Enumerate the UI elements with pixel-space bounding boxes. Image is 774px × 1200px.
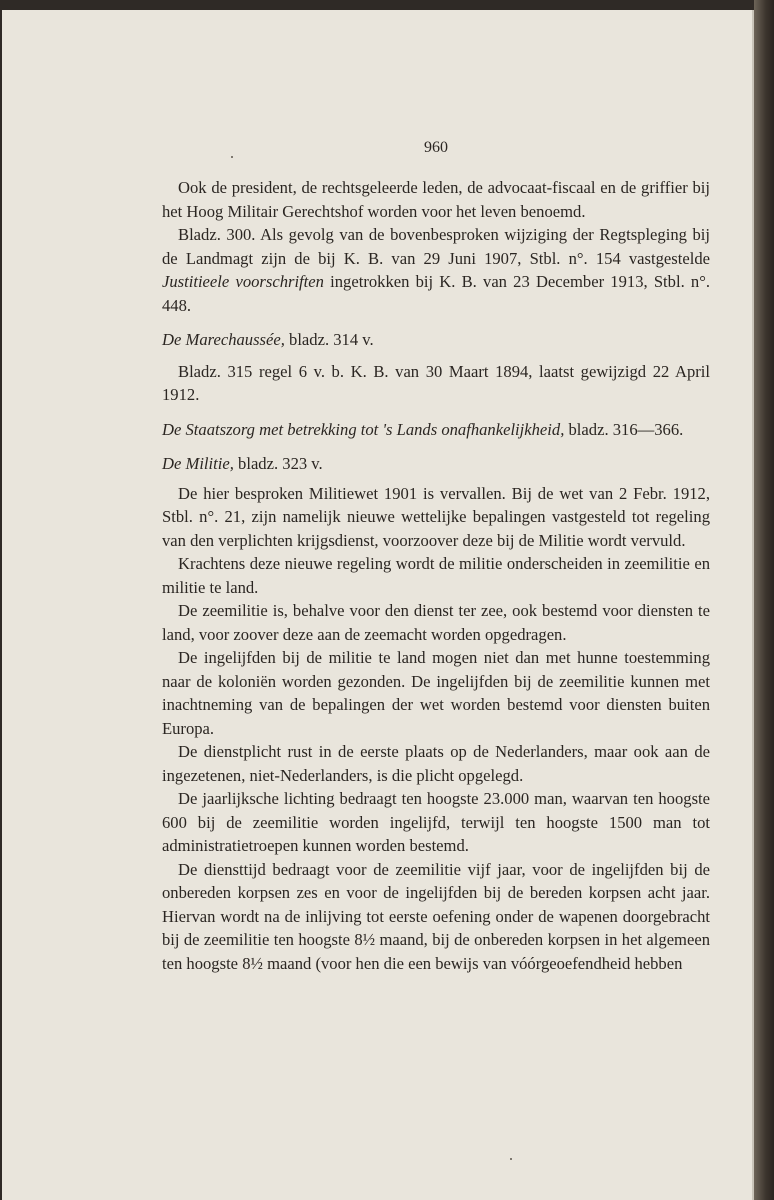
section-heading: De Militie, bladz. 323 v. (162, 454, 323, 473)
paragraph: Bladz. 315 regel 6 v. b. K. B. van 30 Maart 1894, laatst gewijzigd 22 April 1912. (162, 361, 710, 404)
speck (510, 1158, 512, 1160)
page-number: 960 (424, 139, 448, 156)
paragraph: Bladz. 300. Als gevolg van de bovenbesproken wijziging der Regtspleging bij de Landmagt zijn de bij K. B. van 29 Juni 1907, Stbl. n°. 154 vastgestelde Justitieele voorschriften ingetrokken bij K. B. van 23 December 1913, Stbl. n°. 448. (162, 225, 710, 315)
book-page (2, 10, 754, 1200)
paragraph: De jaarlijksche lichting bedraagt ten hoogste 23.000 man, waarvan ten hoogste 600 bij de zeemilitie worden ingelijfd, terwijl ten hoogste 1500 man tot administratietroepen kunnen worden bestemd. (162, 789, 710, 855)
paragraph: De hier besproken Militiewet 1901 is vervallen. Bij de wet van 2 Febr. 1912, Stbl. n°. 21, zijn namelijk nieuwe wettelijke bepalingen vastgesteld tot regeling van den verplichten krijgsdienst, voorzoover deze bij de Militie wordt vervuld. (162, 483, 710, 550)
section-heading: De Staatszorg met betrekking tot 's Lands onafhankelijkheid, bladz. 316—366. (162, 419, 684, 439)
book-spine-shadow (754, 0, 774, 1200)
speck (231, 156, 233, 158)
paragraph: De diensttijd bedraagt voor de zeemilitie vijf jaar, voor de ingelijfden bij de onbereden korpsen zes en voor de ingelijfden bij de bereden korpsen acht jaar. Hiervan wordt na de inlijving tot eerste oefening onder de wapenen doorgebracht bij de zeemilitie ten hoogste 8½ maand, bij de onbereden korpsen in het algemeen ten hoogste 8½ maand (voor hen die een bewijs van vóórgeoefendheid hebben (162, 859, 710, 973)
paragraph: De dienstplicht rust in de eerste plaats op de Nederlanders, maar ook aan de ingezetenen, niet-Nederlanders, is die plicht opgelegd. (162, 742, 710, 785)
page-body (162, 176, 710, 975)
section-heading: De Marechaussée, bladz. 314 v. (162, 330, 374, 349)
paragraph: De ingelijfden bij de militie te land mogen niet dan met hunne toestemming naar de koloniën worden gezonden. De ingelijfden bij de zeemilitie kunnen met inachtneming van de bepalingen der wet worden bestemd voor diensten buiten Europa. (162, 648, 710, 738)
paragraph: De zeemilitie is, behalve voor den dienst ter zee, ook bestemd voor diensten te land, voor zoover deze aan de zeemacht worden opgedragen. (162, 601, 710, 644)
paragraph: Krachtens deze nieuwe regeling wordt de militie onderscheiden in zeemilitie en militie te land. (162, 554, 710, 597)
paragraph: Ook de president, de rechtsgeleerde leden, de advocaat-fiscaal en de griffier bij het Hoog Militair Gerechtshof worden voor het leven benoemd. (162, 178, 710, 221)
